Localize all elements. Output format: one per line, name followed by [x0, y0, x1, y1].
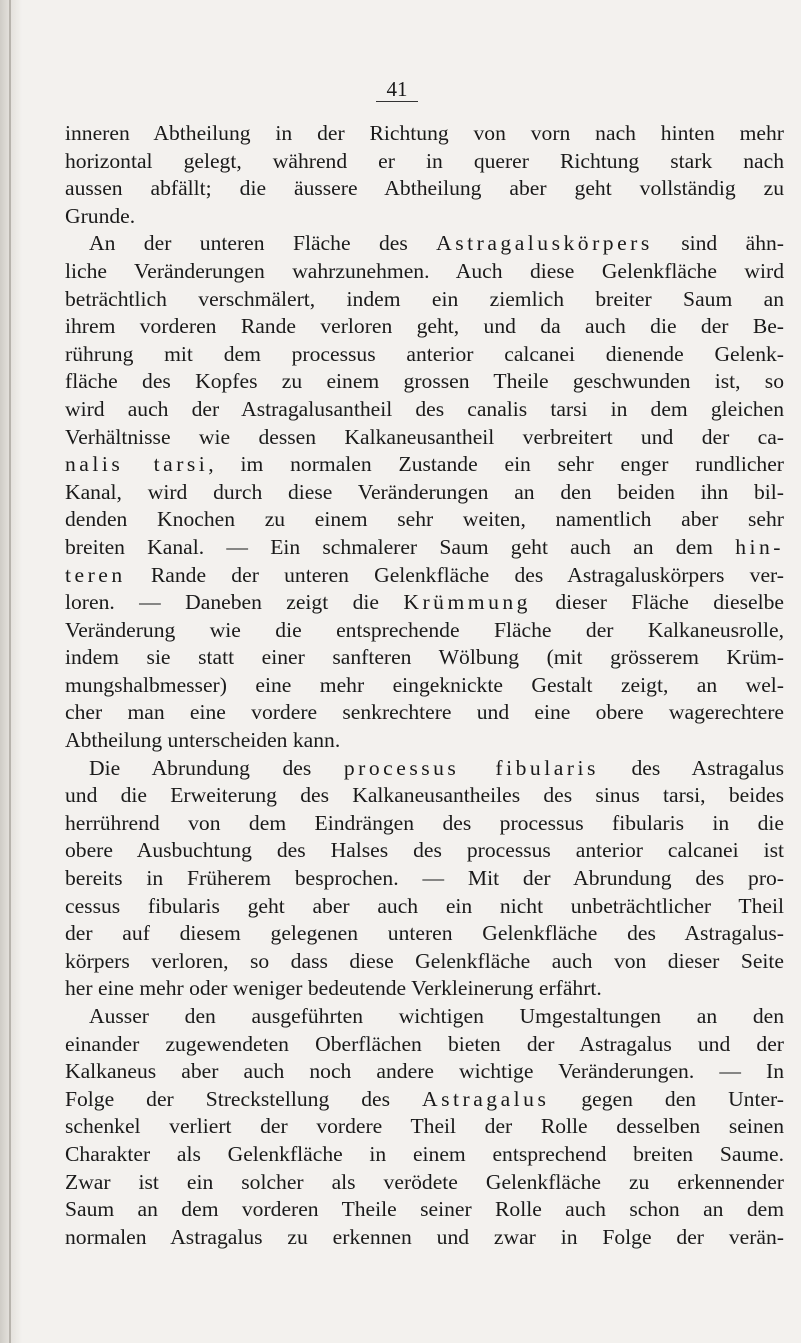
emphasis-text: Astragaluskörpers [436, 231, 653, 256]
text-line: Abtheilung unterscheiden kann. [65, 728, 341, 753]
text-line: inneren Abtheilung in der Richtung von vorn nach hinten mehr [65, 121, 784, 145]
text-line: der auf diesem gelegenen unteren Gelenkfläche des Astragalus- [65, 921, 784, 946]
text-line: Veränderung wie die entsprechende Fläche der Kalkaneusrolle, [65, 617, 784, 642]
page-binding-edge [0, 0, 22, 1343]
text-line: wird auch der Astragalusantheil des canalis tarsi in dem gleichen [65, 396, 784, 421]
text-line: normalen Astragalus zu erkennen und zwar in Folge der verän- [65, 1224, 784, 1249]
emphasis-text: teren [65, 562, 126, 587]
text-line: Verhältnisse wie dessen Kalkaneusantheil verbreitert und der ca- [65, 424, 784, 449]
text-line: Die Abrundung des processus fibularis des Astragalus [89, 755, 784, 780]
emphasis-text: Astragalus [422, 1086, 550, 1111]
text-line: rührung mit dem processus anterior calcanei dienende Gelenk- [65, 341, 784, 366]
text-line: schenkel verliert der vordere Theil der Rolle desselben seinen [65, 1114, 784, 1139]
emphasis-text: Krümmung [403, 590, 531, 615]
text-line: und die Erweiterung des Kalkaneusantheiles des sinus tarsi, beides [65, 783, 784, 808]
text-line: cher man eine vordere senkrechtere und eine obere wagerechtere [65, 700, 784, 725]
text-line: Kanal, wird durch diese Veränderungen an den beiden ihn bil- [65, 479, 784, 504]
text-line: denden Knochen zu einem sehr weiten, namentlich aber sehr [65, 507, 784, 532]
emphasis-text: hin- [735, 534, 784, 559]
text-line: Folge der Streckstellung des Astragalus gegen den Unter- [65, 1086, 784, 1111]
text-line: Grunde. [65, 203, 136, 228]
text-line: aussen abfällt; die äussere Abtheilung aber geht vollständig zu [65, 176, 784, 201]
text-line: teren Rande der unteren Gelenkfläche des Astragaluskörpers ver- [65, 562, 784, 587]
text-line: beträchtlich verschmälert, indem ein ziemlich breiter Saum an [65, 286, 784, 311]
text-line: her eine mehr oder weniger bedeutende Verkleinerung erfährt. [65, 976, 602, 1001]
text-line: indem sie statt einer sanfteren Wölbung (mit grösserem Krüm- [65, 645, 784, 670]
emphasis-text: processus fibularis [343, 755, 599, 780]
text-line: Ausser den ausgeführten wichtigen Umgestaltungen an den [89, 1004, 784, 1028]
text-line: einander zugewendeten Oberflächen bieten der Astragalus und der [65, 1031, 784, 1056]
text-line: Kalkaneus aber auch noch andere wichtige Veränderungen. — In [65, 1059, 784, 1084]
text-line: Charakter als Gelenkfläche in einem entsprechend breiten Saume. [65, 1141, 784, 1166]
text-line: nalis tarsi, im normalen Zustande ein sehr enger rundlicher [65, 452, 784, 477]
text-line: fläche des Kopfes zu einem grossen Theile geschwunden ist, so [65, 369, 784, 394]
text-line: liche Veränderungen wahrzunehmen. Auch diese Gelenkfläche wird [65, 258, 784, 283]
binding-shadow-line [9, 0, 11, 1343]
page-number: 41 [376, 78, 418, 102]
text-line: cessus fibularis geht aber auch ein nicht unbeträchtlicher Theil [65, 893, 784, 918]
text-line: herrührend von dem Eindrängen des processus fibularis in die [65, 810, 784, 835]
text-line: körpers verloren, so dass diese Gelenkfläche auch von dieser Seite [65, 948, 784, 973]
text-line: mungshalbmesser) eine mehr eingeknickte Gestalt zeigt, an wel- [65, 672, 784, 697]
text-line: ihrem vorderen Rande verloren geht, und da auch die der Be- [65, 314, 784, 339]
text-line: obere Ausbuchtung des Halses des processus anterior calcanei ist [65, 838, 784, 863]
text-line: breiten Kanal. — Ein schmalerer Saum geht auch an dem hin- [65, 534, 784, 559]
text-line: horizontal gelegt, während er in querer Richtung stark nach [65, 148, 784, 173]
text-line: bereits in Früherem besprochen. — Mit der Abrundung des pro- [65, 866, 784, 891]
text-line: Zwar ist ein solcher als verödete Gelenkfläche zu erkennender [65, 1169, 784, 1194]
text-line: Saum an dem vorderen Theile seiner Rolle auch schon an dem [65, 1197, 784, 1222]
text-line: loren. — Daneben zeigt die Krümmung dieser Fläche dieselbe [65, 590, 784, 615]
text-line: An der unteren Fläche des Astragaluskörpers sind ähn- [89, 231, 784, 256]
emphasis-text: nalis tarsi [65, 452, 209, 477]
body-text [65, 120, 784, 1251]
